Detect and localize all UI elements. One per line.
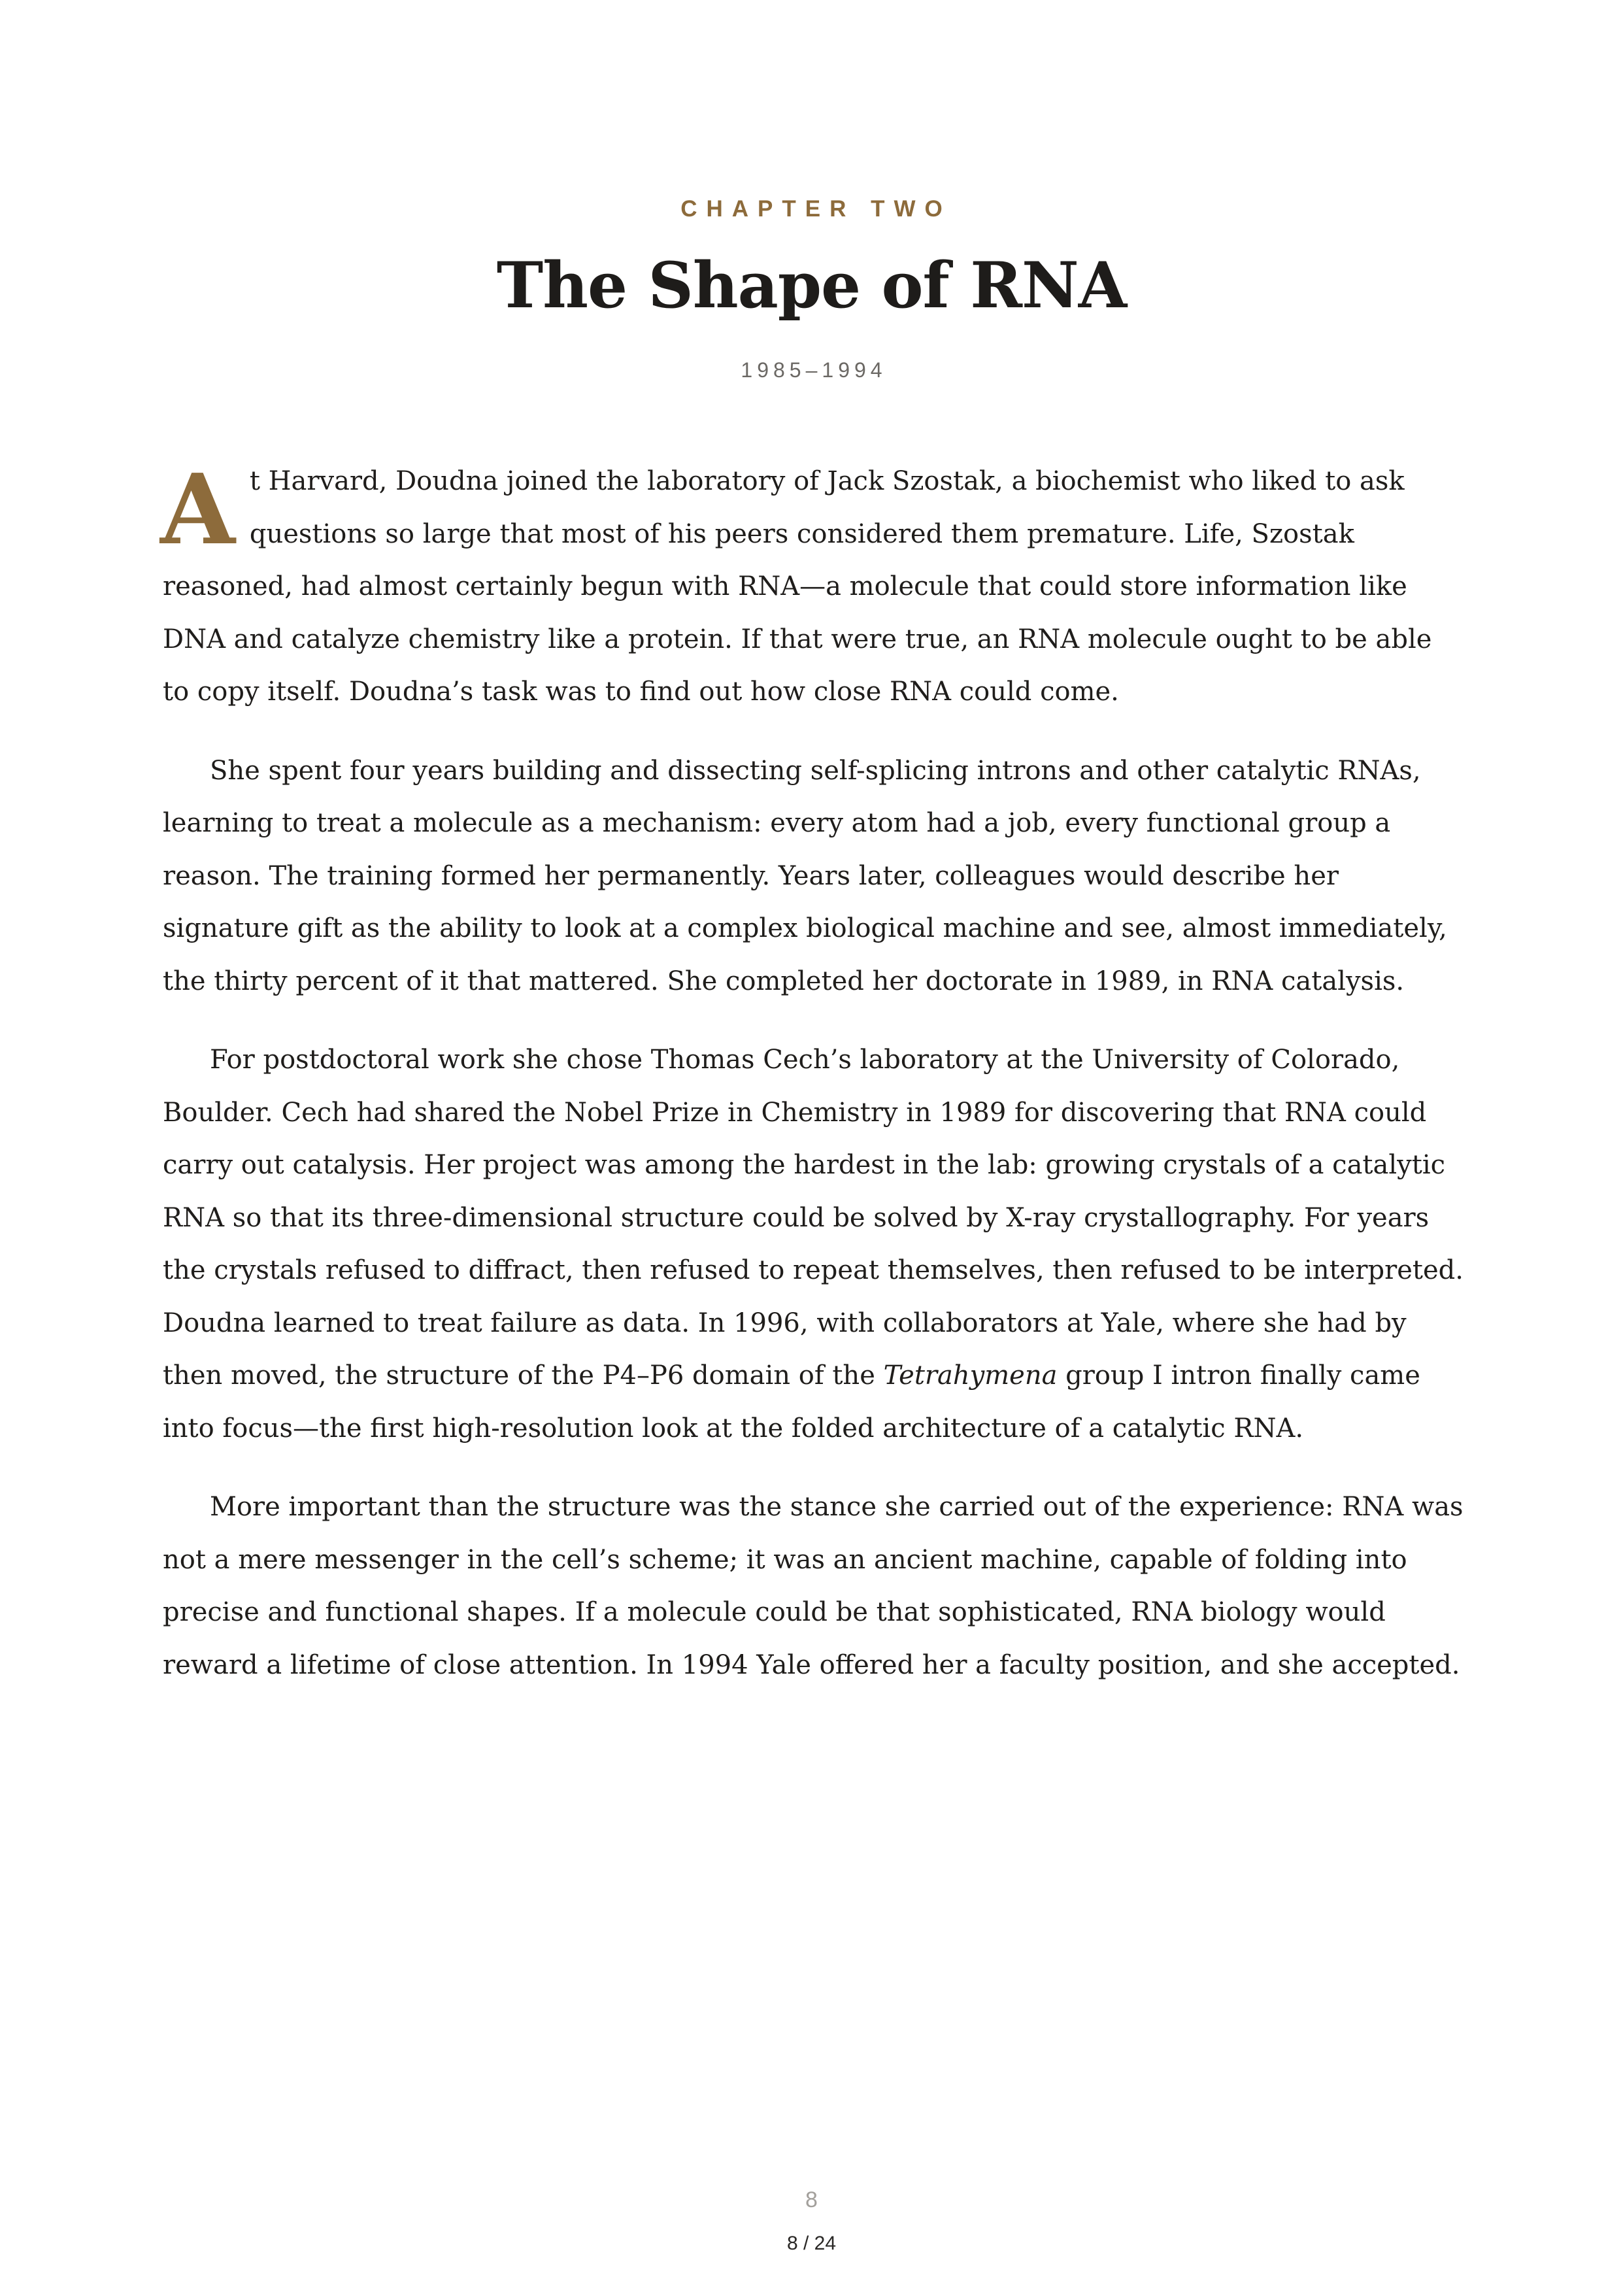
chapter-years: 1985–1994	[741, 358, 887, 382]
paragraph-1	[160, 452, 1464, 718]
chapter-title: The Shape of RNA	[496, 248, 1127, 322]
paragraph-3-italic: Tetrahymena	[883, 1360, 1058, 1391]
paragraph-3-text-before: For postdoctoral work she chose Thomas Cech’s laboratory at the University of Colorado, Boulder. Cech had shared the Nobel Prize in Chemistry in 1989 for discovering that RNA could carry out catalysis. Her project was among the hardest in the lab: growing crystals of a catalytic RNA so that its three-dimensional structure could be solved by X-ray crystallography. For years the crystals refused to diffract, then refused to repeat themselves, then refused to be interpreted. Doudna learned to treat failure as data. In 1996, with collaborators at Yale, where she had by then moved, the structure of the P4–P6 domain of the	[163, 1045, 1464, 1391]
drop-cap: A	[160, 452, 235, 566]
page-number: 8	[805, 2187, 818, 2212]
paragraph-2: She spent four years building and dissecting self-splicing introns and other catalytic RNAs, learning to treat a molecule as a mechanism: every atom had a job, every functional group a reason. The training formed her permanently. Years later, colleagues would describe her signature gift as the ability to look at a complex biological machine and see, almost immediately, the thirty percent of it that mattered. She completed her doctorate in 1989, in RNA catalysis.	[163, 755, 1447, 996]
paragraph-3	[163, 1034, 1464, 1455]
paragraph-1-text: t Harvard, Doudna joined the laboratory of Jack Szostak, a biochemist who liked to ask questions so large that most of his peers considered them premature. Life, Szostak reasoned, had almost certainly begun with RNA—a molecule that could store information like DNA and catalyze chemistry like a protein. If that were true, an RNA molecule ought to be able to copy itself. Doudna’s task was to find out how close RNA could come.	[163, 466, 1432, 707]
chapter-body	[160, 452, 1464, 1717]
paragraph-3-text-after: group I intron finally came into focus—the first high-resolution look at the folded architecture of a catalytic RNA.	[163, 1360, 1420, 1443]
page-counter: 8 / 24	[786, 2233, 837, 2254]
paragraph-4: More important than the structure was the stance she carried out of the experience: RNA was not a mere messenger in the cell’s scheme; it was an ancient machine, capable of folding into precise and functional shapes. If a molecule could be that sophisticated, RNA biology would reward a lifetime of close attention. In 1994 Yale offered her a faculty position, and she accepted.	[163, 1492, 1464, 1680]
chapter-label: CHAPTER TWO	[680, 196, 952, 222]
